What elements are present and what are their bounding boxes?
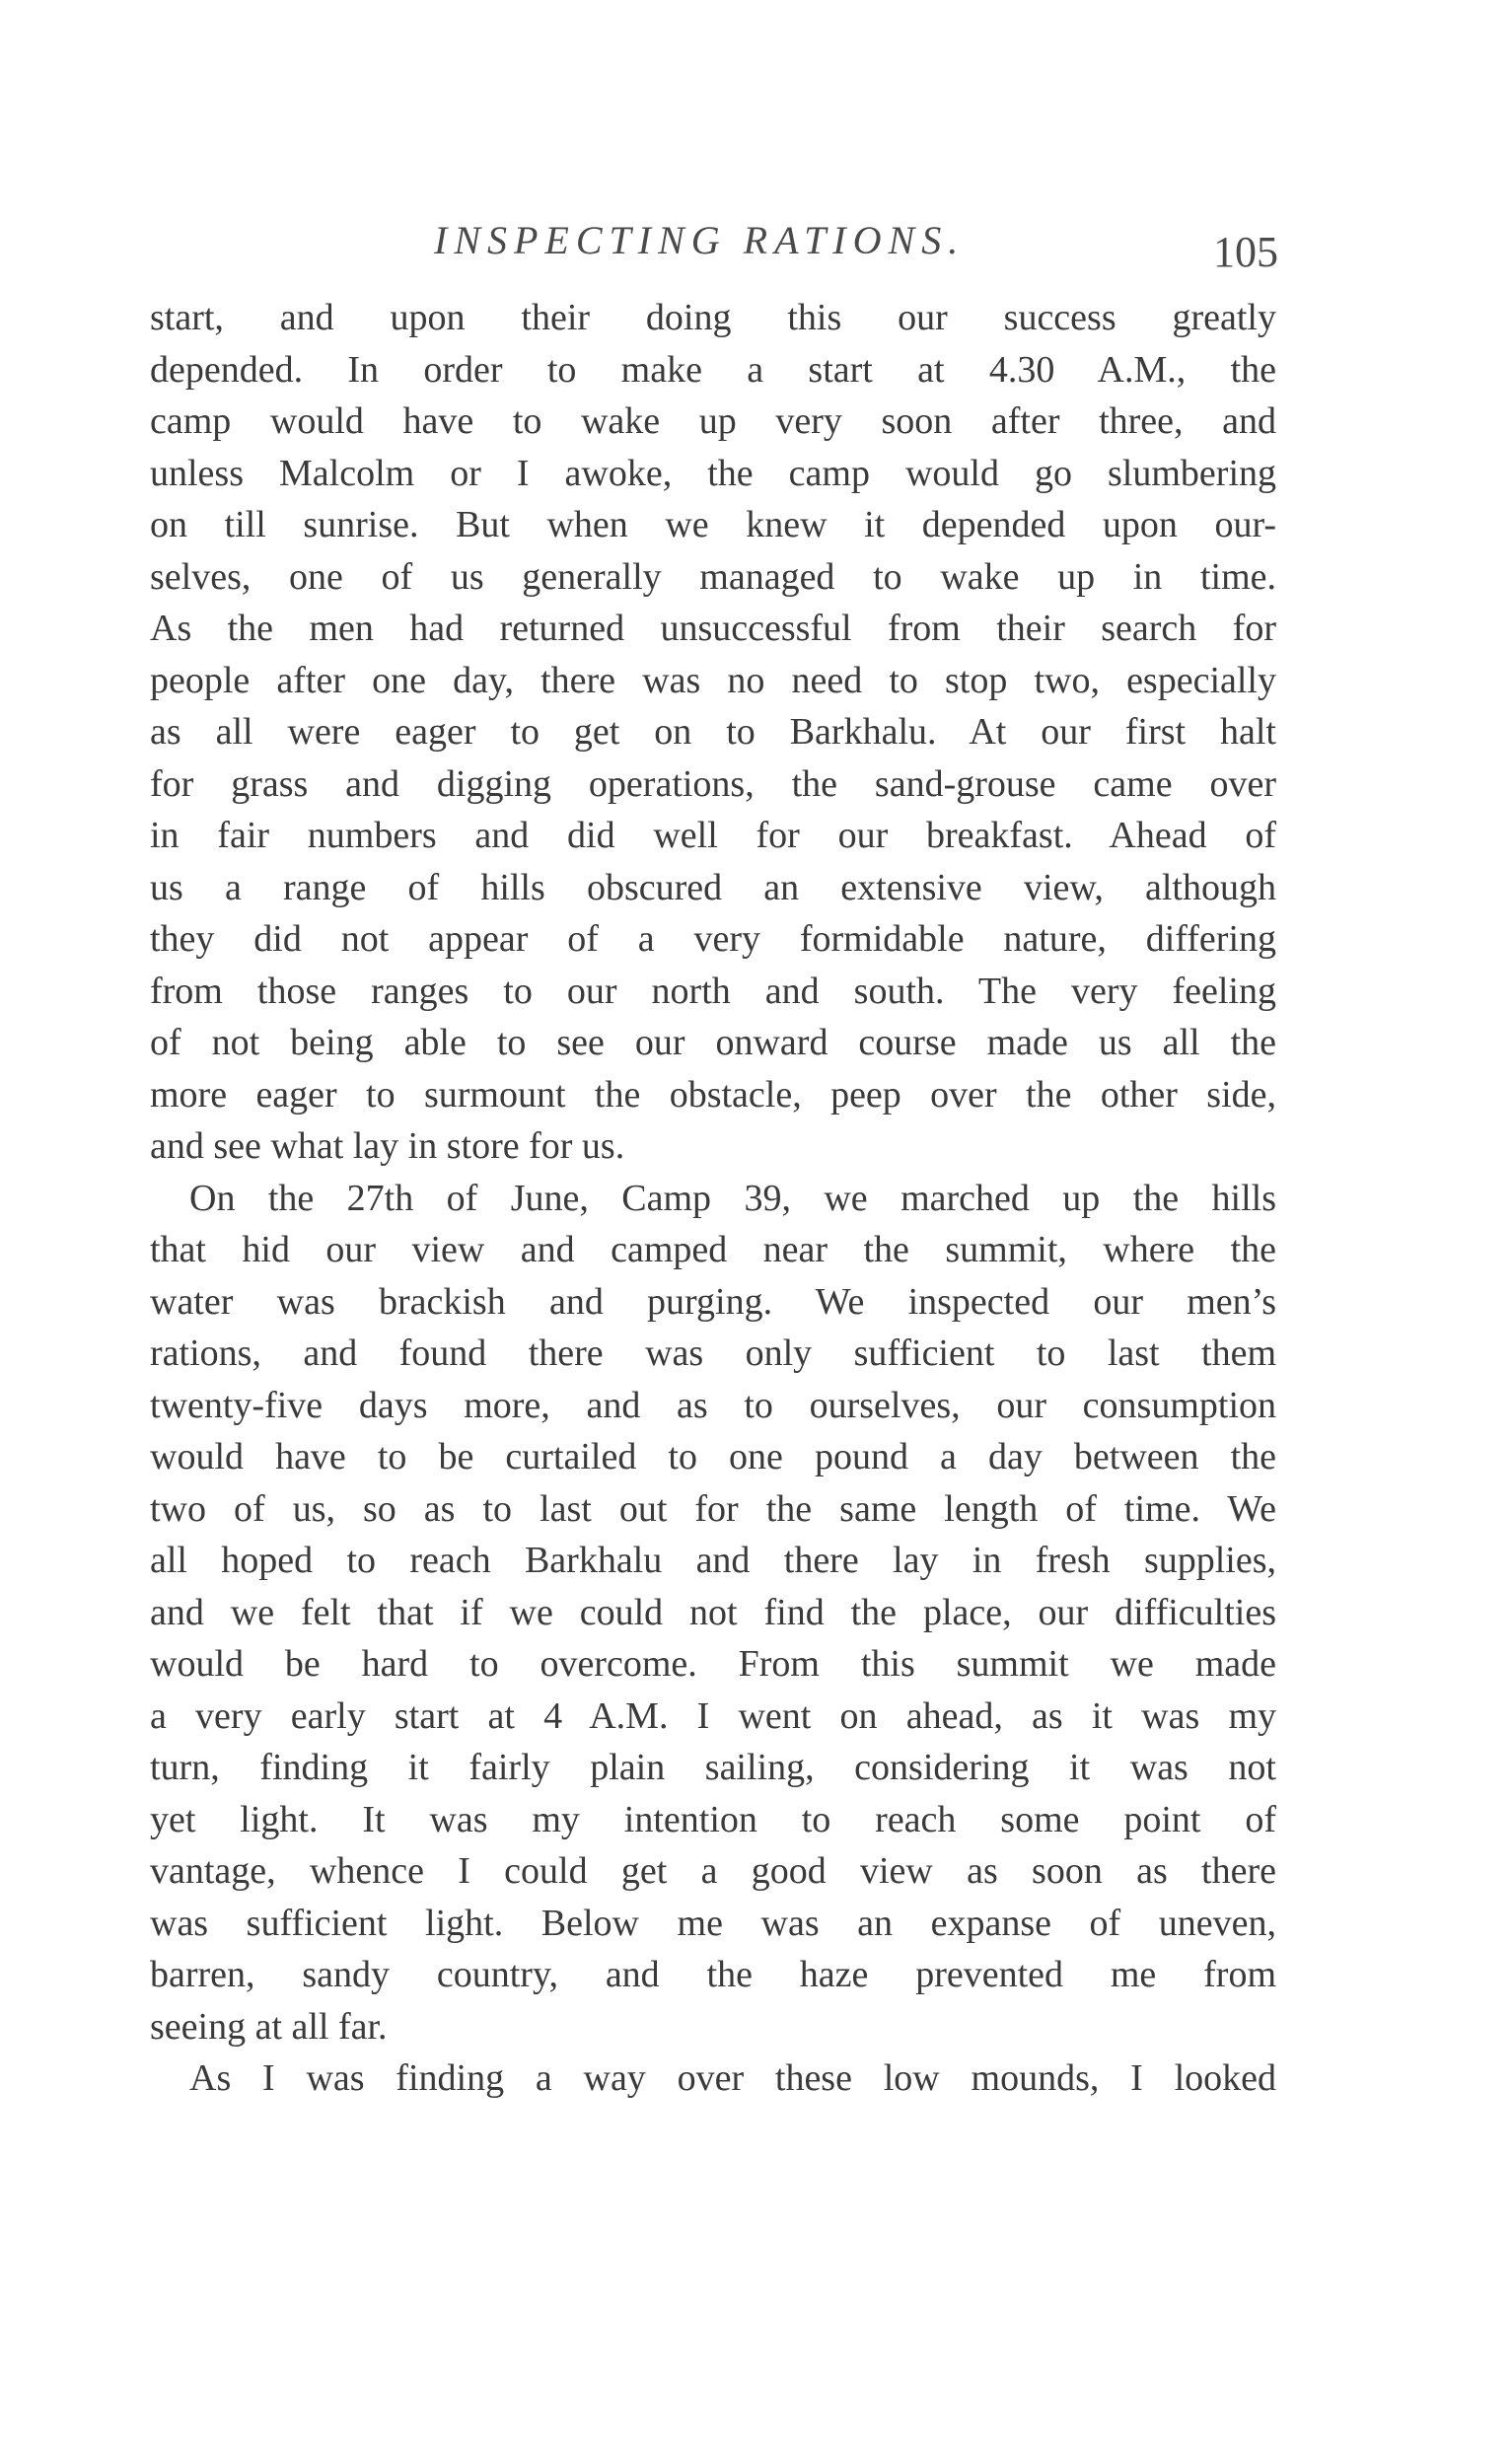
text-line: selves, one of us generally managed to wake up in time. xyxy=(150,555,1276,598)
text-line: us a range of hills obscured an extensive view, although xyxy=(150,866,1276,908)
text-line: barren, sandy country, and the haze prevented me from xyxy=(150,1954,1276,1995)
text-line: all hoped to reach Barkhalu and there lay in fresh supplies, xyxy=(150,1540,1276,1581)
page-number: 105 xyxy=(1213,228,1278,276)
text-line: As the men had returned unsuccessful from their search for xyxy=(150,608,1276,649)
text-line: start, and upon their doing this our success greatly xyxy=(150,297,1276,338)
paragraph-start-line: As I was finding a way over these low mounds, I looked xyxy=(189,2057,1276,2099)
text-line: and we felt that if we could not find the place, our difficulties xyxy=(150,1591,1276,1633)
text-line: was sufficient light. Below me was an expanse of uneven, xyxy=(150,1902,1276,1944)
text-line: of not being able to see our onward course made us all the xyxy=(150,1022,1276,1063)
text-line: people after one day, there was no need to stop two, especially xyxy=(150,659,1276,701)
text-line: rations, and found there was only sufficient to last them xyxy=(150,1332,1276,1374)
text-line: twenty-five days more, and as to ourselves, our consumption xyxy=(150,1384,1276,1426)
text-line: would be hard to overcome. From this summit we made xyxy=(150,1643,1276,1685)
running-title: INSPECTING RATIONS. xyxy=(434,218,966,262)
body-text xyxy=(150,292,1276,2105)
paragraph-start-line: On the 27th of June, Camp 39, we marched up the hills xyxy=(189,1177,1276,1219)
text-line: two of us, so as to last out for the same length of time. We xyxy=(150,1487,1276,1530)
text-line: unless Malcolm or I awoke, the camp would go slumbering xyxy=(150,452,1276,494)
text-line: seeing at all far. xyxy=(150,2005,388,2048)
text-line: for grass and digging operations, the sand-grouse came over xyxy=(150,762,1276,805)
text-line: water was brackish and purging. We inspected our men’s xyxy=(150,1280,1276,1323)
text-line: that hid our view and camped near the summit, where the xyxy=(150,1229,1276,1270)
text-line: a very early start at 4 A.M. I went on ahead, as it was my xyxy=(150,1694,1276,1737)
text-line: camp would have to wake up very soon after three, and xyxy=(150,400,1276,442)
text-line: more eager to surmount the obstacle, peep over the other side, xyxy=(150,1073,1276,1116)
text-line: yet light. It was my intention to reach some point of xyxy=(150,1798,1276,1840)
text-line: depended. In order to make a start at 4.30 A.M., the xyxy=(150,348,1276,391)
text-line: as all were eager to get on to Barkhalu. At our first halt xyxy=(150,711,1276,753)
text-line: from those ranges to our north and south. The very feeling xyxy=(150,970,1276,1012)
text-line: would have to be curtailed to one pound a day between the xyxy=(150,1436,1276,1477)
text-line: in fair numbers and did well for our breakfast. Ahead of xyxy=(150,815,1276,856)
text-line: and see what lay in store for us. xyxy=(150,1125,625,1167)
text-line: vantage, whence I could get a good view as soon as there xyxy=(150,1850,1276,1892)
text-line: on till sunrise. But when we knew it depended upon our- xyxy=(150,504,1276,545)
text-line: they did not appear of a very formidable nature, differing xyxy=(150,918,1276,960)
text-line: turn, finding it fairly plain sailing, considering it was not xyxy=(150,1747,1276,1788)
